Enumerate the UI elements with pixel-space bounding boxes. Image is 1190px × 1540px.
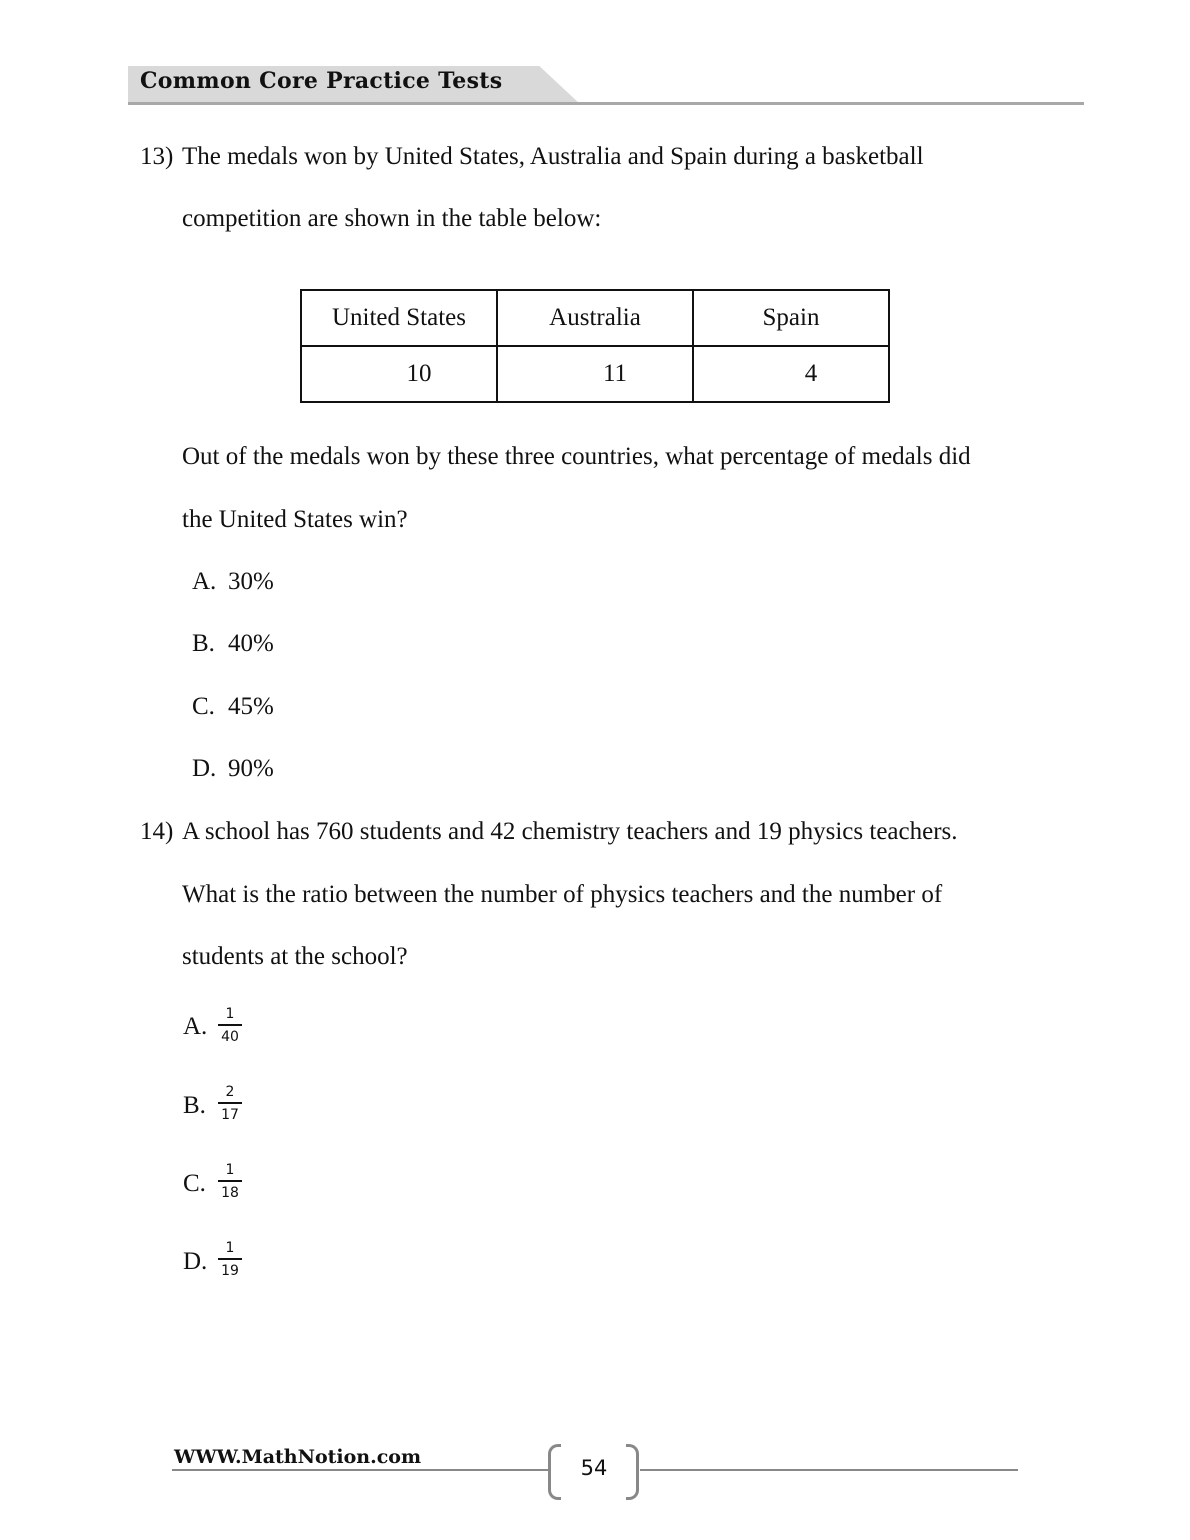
table-row [301, 346, 889, 402]
table-cell: 11 [497, 346, 693, 402]
table-header-cell: Australia [497, 290, 693, 346]
footer-website: WWW.MathNotion.com [174, 1446, 422, 1468]
option-b-value: 40% [228, 630, 274, 657]
option-d-value: 90% [228, 755, 274, 782]
fraction-numerator: 1 [225, 1240, 235, 1256]
option-b-label: B. [183, 1092, 206, 1119]
option-a-label: A. [192, 568, 217, 595]
table-cell: 10 [301, 346, 497, 402]
question-13-text-line-1: The medals won by United States, Australia and Spain during a basketball [182, 143, 924, 170]
fraction-bar [218, 1024, 242, 1026]
fraction-denominator: 18 [221, 1185, 239, 1201]
footer-rule-right [640, 1469, 1018, 1471]
option-a-fraction [216, 1006, 244, 1045]
page-number: 54 [580, 1456, 608, 1480]
page-bracket-right-icon [626, 1444, 639, 1500]
option-c-label: C. [183, 1170, 206, 1197]
option-d-fraction [216, 1240, 244, 1279]
table-header-cell: Spain [693, 290, 889, 346]
question-13-number: 13) [140, 143, 174, 170]
fraction-numerator: 2 [225, 1084, 235, 1100]
option-d-label: D. [192, 755, 217, 782]
header-rule [128, 102, 1084, 105]
table-cell: 4 [693, 346, 889, 402]
option-d-label: D. [183, 1248, 208, 1275]
header-title: Common Core Practice Tests [140, 68, 503, 94]
fraction-numerator: 1 [225, 1006, 235, 1022]
option-c-label: C. [192, 693, 215, 720]
question-14-number: 14) [140, 818, 174, 845]
fraction-bar [218, 1180, 242, 1182]
option-b-fraction [216, 1084, 244, 1123]
question-13-prompt-line-1: Out of the medals won by these three countries, what percentage of medals did [182, 443, 971, 470]
fraction-bar [218, 1258, 242, 1260]
option-a-label: A. [183, 1013, 208, 1040]
question-14-text-line-3: students at the school? [182, 943, 408, 970]
fraction-denominator: 40 [221, 1029, 239, 1045]
fraction-denominator: 19 [221, 1263, 239, 1279]
question-13-prompt-line-2: the United States win? [182, 506, 408, 533]
option-a-value: 30% [228, 568, 274, 595]
fraction-denominator: 17 [221, 1107, 239, 1123]
option-b-label: B. [192, 630, 215, 657]
fraction-numerator: 1 [225, 1162, 235, 1178]
question-14-text-line-1: A school has 760 students and 42 chemistry teachers and 19 physics teachers. [182, 818, 958, 845]
fraction-bar [218, 1102, 242, 1104]
footer-rule-left [172, 1469, 548, 1471]
question-13-text-line-2: competition are shown in the table below: [182, 205, 602, 232]
option-c-value: 45% [228, 693, 274, 720]
option-c-fraction [216, 1162, 244, 1201]
medals-table [300, 289, 890, 403]
table-header-cell: United States [301, 290, 497, 346]
table-header-row [301, 290, 889, 346]
question-14-text-line-2: What is the ratio between the number of physics teachers and the number of [182, 881, 943, 908]
page-bracket-left-icon [548, 1444, 561, 1500]
